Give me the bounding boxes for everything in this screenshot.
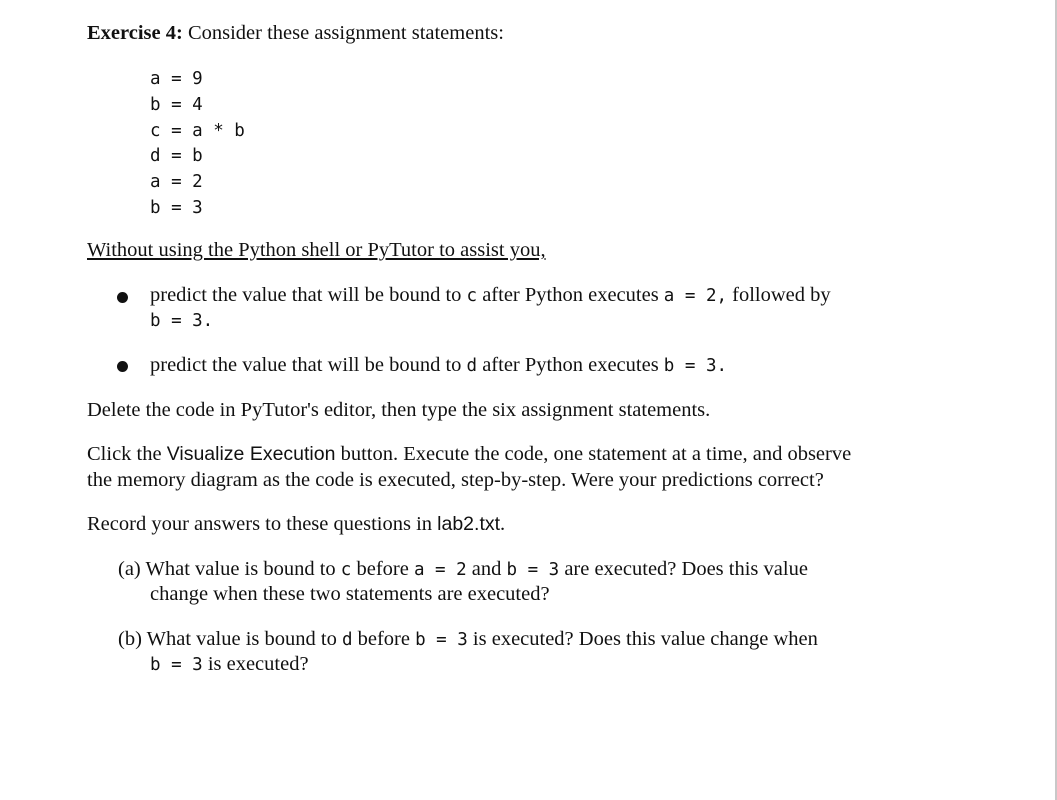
exercise-prompt: Consider these assignment statements: [187, 22, 504, 44]
bullet-1-line-2: b = 3. [150, 311, 214, 331]
code-line: b = 3 [150, 198, 203, 218]
record-instruction: Record your answers to these questions in lab2.txt. [87, 513, 506, 535]
question-a-line-1: (a) What value is bound to c before a = 2 and b = 3 are executed? Does this value [118, 558, 808, 580]
question-b-line-2: b = 3 is executed? [150, 653, 309, 675]
intro-text: Without using the Python shell or PyTutor to assist you, [87, 239, 546, 261]
visualize-button-name: Visualize Execution [166, 443, 336, 465]
code-line: b = 4 [150, 95, 203, 115]
bullet-2: predict the value that will be bound to d after Python executes b = 3. [150, 354, 728, 376]
bullet-dot [117, 292, 128, 303]
click-instruction-line-1: Click the Visualize Execution button. Execute the code, one statement at a time, and observe [87, 443, 852, 465]
exercise-label: Exercise 4: [87, 22, 183, 44]
code-line: d = b [150, 146, 203, 166]
code-line: c = a * b [150, 121, 245, 141]
bullet-1-line-1: predict the value that will be bound to c after Python executes a = 2, followed by [150, 284, 831, 306]
click-instruction-line-2: the memory diagram as the code is executed, step-by-step. Were your predictions correct? [87, 469, 824, 491]
code-line: a = 2 [150, 172, 203, 192]
file-name: lab2.txt [437, 513, 501, 535]
code-line: a = 9 [150, 69, 203, 89]
delete-instruction: Delete the code in PyTutor's editor, then type the six assignment statements. [87, 399, 711, 421]
bullet-dot [117, 361, 128, 372]
question-a-line-2: change when these two statements are executed? [150, 583, 550, 605]
exercise-heading [87, 22, 504, 45]
question-b-line-1: (b) What value is bound to d before b = 3 is executed? Does this value change when [118, 628, 818, 650]
